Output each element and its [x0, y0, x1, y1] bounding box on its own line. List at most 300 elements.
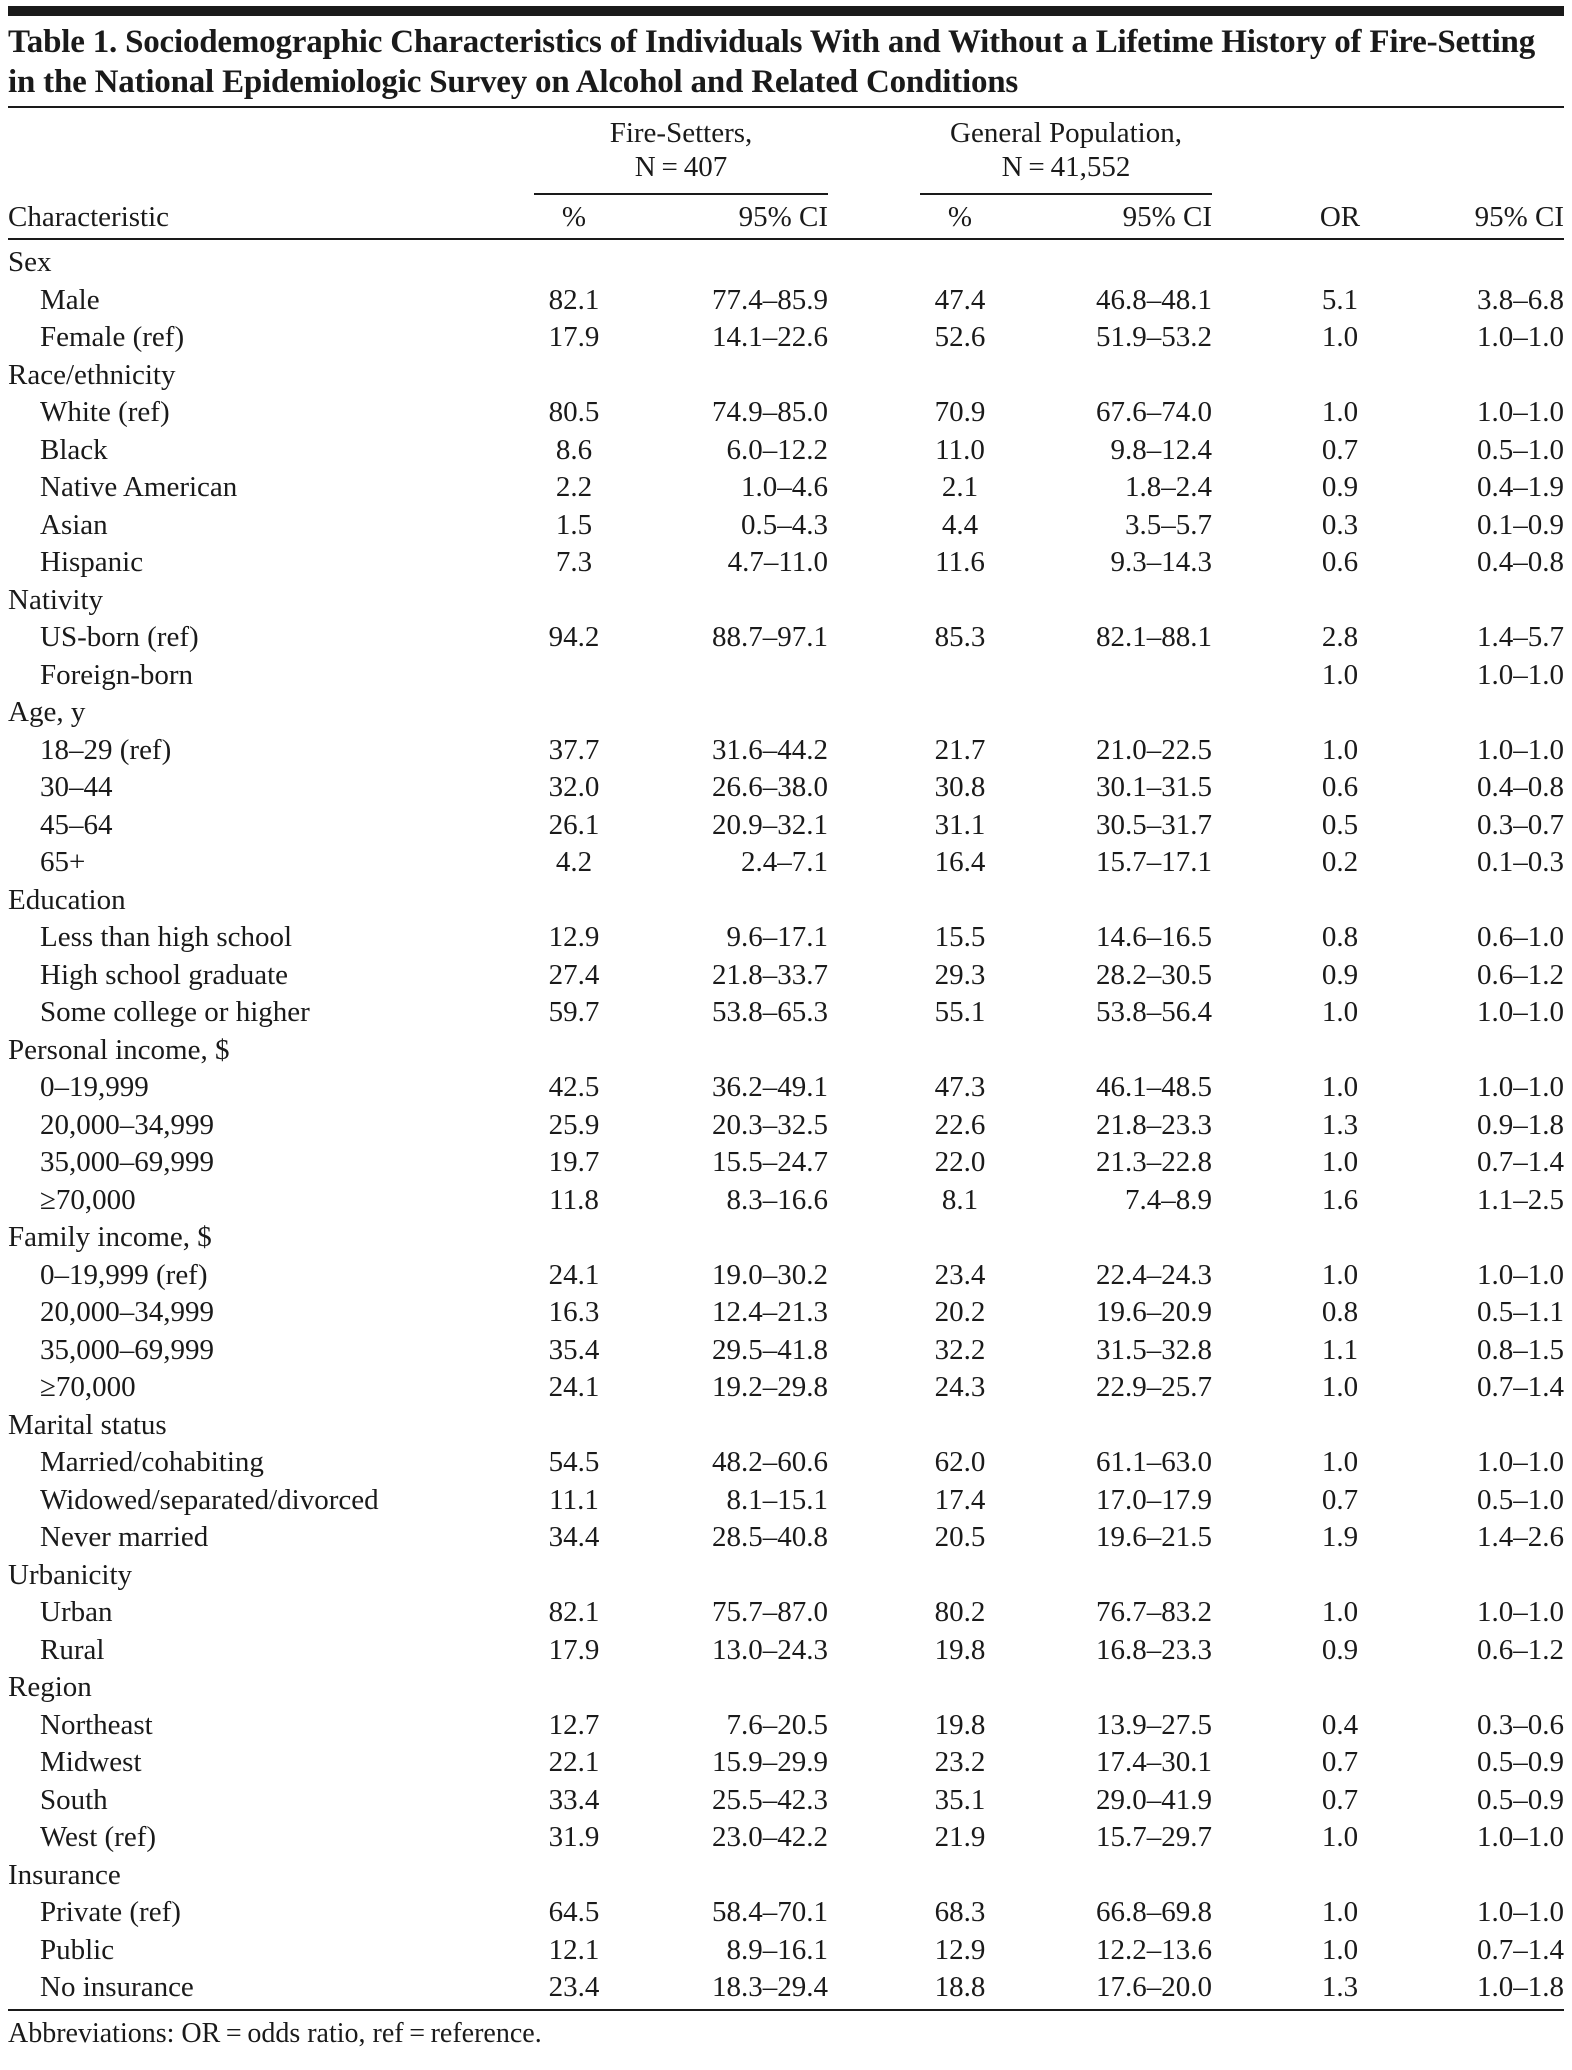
row-label: Northeast	[40, 1708, 153, 1741]
cell-gp-ci: 12.2–13.6	[1096, 1933, 1212, 1966]
cell-fs-ci: 77.4–85.9	[712, 283, 828, 316]
fire-setters-group-line1: Fire-Setters,	[609, 117, 753, 149]
cell-gp-ci: 22.9–25.7	[1096, 1371, 1212, 1403]
cell-or: 0.2	[1321, 846, 1359, 878]
section-header-row	[0, 1557, 1572, 1595]
cell-fs-pct: 64.5	[548, 1896, 600, 1928]
cell-fs-pct: 26.1	[548, 808, 600, 841]
row-label: Private (ref)	[40, 1896, 181, 1928]
cell-or: 1.3	[1321, 1108, 1359, 1141]
cell-fs-pct: 27.4	[548, 958, 600, 991]
table-row	[0, 1519, 1572, 1557]
cell-fs-ci: 8.3–16.6	[726, 1183, 828, 1216]
cell-fs-ci: 21.8–33.7	[712, 958, 828, 991]
cell-gp-ci: 51.9–53.2	[1096, 321, 1212, 353]
cell-fs-ci: 1.0–4.6	[741, 471, 828, 503]
cell-gp-ci: 14.6–16.5	[1096, 921, 1212, 953]
cell-fs-pct: 24.1	[548, 1371, 600, 1403]
cell-or-ci: 1.0–1.0	[1477, 1821, 1564, 1853]
row-label: 30–44	[40, 771, 113, 803]
table-row	[0, 919, 1572, 957]
row-label: 20,000–34,999	[40, 1108, 214, 1141]
cell-fs-pct: 2.2	[555, 471, 593, 503]
table-row	[0, 1444, 1572, 1482]
cell-gp-ci: 13.9–27.5	[1096, 1708, 1212, 1741]
cell-fs-ci: 53.8–65.3	[712, 996, 828, 1028]
table-row	[0, 807, 1572, 845]
cell-or-ci: 0.1–0.3	[1477, 846, 1564, 878]
cell-fs-pct: 34.4	[548, 1521, 600, 1553]
cell-gp-pct: 15.5	[934, 921, 986, 953]
cell-or-ci: 1.0–1.0	[1477, 733, 1564, 766]
column-header-or: OR	[1319, 201, 1361, 233]
cell-fs-ci: 29.5–41.8	[712, 1333, 828, 1366]
cell-gp-pct: 19.8	[934, 1708, 986, 1741]
row-label: 35,000–69,999	[40, 1146, 214, 1178]
cell-gp-pct: 20.5	[934, 1521, 986, 1553]
cell-or: 0.8	[1321, 921, 1359, 953]
cell-fs-pct: 11.1	[549, 1483, 599, 1516]
cell-fs-pct: 94.2	[548, 621, 600, 653]
cell-or: 0.9	[1321, 958, 1359, 991]
cell-fs-pct: 22.1	[548, 1746, 600, 1778]
cell-gp-pct: 19.8	[934, 1633, 986, 1666]
general-population-group-rule	[920, 193, 1212, 195]
cell-fs-ci: 88.7–97.1	[712, 621, 828, 653]
row-label: Never married	[40, 1521, 209, 1553]
row-label: Asian	[40, 508, 108, 541]
cell-fs-pct: 12.1	[548, 1933, 600, 1966]
cell-fs-ci: 48.2–60.6	[712, 1446, 828, 1478]
cell-gp-ci: 82.1–88.1	[1096, 621, 1212, 653]
cell-or: 0.3	[1321, 508, 1359, 541]
table-row	[0, 1107, 1572, 1145]
bottom-rule	[8, 2009, 1564, 2011]
cell-gp-ci: 9.8–12.4	[1110, 433, 1212, 466]
column-header-gp-ci: 95% CI	[1122, 201, 1212, 233]
table-row	[0, 1969, 1572, 2007]
cell-gp-pct: 21.7	[934, 733, 986, 766]
general-population-group-line1: General Population,	[950, 117, 1182, 149]
cell-or-ci: 0.8–1.5	[1477, 1333, 1564, 1366]
fire-setters-group-rule	[534, 193, 828, 195]
cell-gp-pct: 12.9	[934, 1933, 986, 1966]
row-label: 45–64	[40, 808, 113, 841]
table-row	[0, 1069, 1572, 1107]
column-header-characteristic: Characteristic	[8, 201, 170, 233]
row-label: Rural	[40, 1633, 105, 1666]
cell-or-ci: 0.7–1.4	[1477, 1933, 1564, 1966]
table-row	[0, 957, 1572, 995]
cell-fs-pct: 32.0	[548, 771, 600, 803]
column-header-gp-pct: %	[947, 201, 973, 233]
cell-fs-pct: 80.5	[548, 396, 600, 428]
column-header-fs-pct: %	[561, 201, 587, 233]
row-label: Female (ref)	[40, 321, 185, 353]
cell-fs-pct: 35.4	[548, 1333, 600, 1366]
row-label: 35,000–69,999	[40, 1333, 214, 1366]
cell-gp-pct: 8.1	[941, 1183, 979, 1216]
row-label: No insurance	[40, 1971, 194, 2003]
cell-or: 0.7	[1321, 1783, 1359, 1816]
fire-setters-group-header	[534, 116, 828, 184]
cell-or-ci: 1.4–2.6	[1477, 1521, 1564, 1553]
cell-fs-ci: 74.9–85.0	[712, 396, 828, 428]
cell-gp-ci: 15.7–17.1	[1096, 846, 1212, 878]
cell-gp-pct: 47.4	[934, 283, 986, 316]
cell-or: 0.5	[1321, 808, 1359, 841]
row-label: Native American	[40, 471, 238, 503]
cell-fs-pct: 16.3	[548, 1296, 600, 1328]
section-label: Age, y	[8, 696, 86, 728]
cell-fs-ci: 0.5–4.3	[741, 508, 828, 541]
cell-gp-ci: 15.7–29.7	[1096, 1821, 1212, 1853]
cell-or-ci: 0.3–0.7	[1477, 808, 1564, 841]
cell-fs-ci: 75.7–87.0	[712, 1596, 828, 1628]
cell-gp-ci: 28.2–30.5	[1096, 958, 1212, 991]
cell-gp-pct: 70.9	[934, 396, 986, 428]
cell-fs-pct: 24.1	[548, 1258, 600, 1291]
cell-fs-pct: 4.2	[555, 846, 593, 878]
cell-gp-ci: 19.6–21.5	[1096, 1521, 1212, 1553]
row-label: Midwest	[40, 1746, 142, 1778]
cell-gp-ci: 76.7–83.2	[1096, 1596, 1212, 1628]
cell-fs-ci: 31.6–44.2	[712, 733, 828, 766]
cell-or: 1.1	[1321, 1333, 1359, 1366]
cell-or-ci: 0.5–1.0	[1477, 1483, 1564, 1516]
cell-or-ci: 0.5–0.9	[1477, 1783, 1564, 1816]
cell-or: 1.0	[1321, 1596, 1359, 1628]
cell-or-ci: 1.0–1.0	[1477, 658, 1564, 691]
section-label: Nativity	[8, 583, 104, 616]
cell-or-ci: 0.5–0.9	[1477, 1746, 1564, 1778]
cell-or: 1.0	[1321, 658, 1359, 691]
table-row	[0, 544, 1572, 582]
cell-gp-ci: 7.4–8.9	[1125, 1183, 1212, 1216]
cell-or: 1.0	[1321, 996, 1359, 1028]
cell-gp-pct: 23.4	[934, 1258, 986, 1291]
row-label: 18–29 (ref)	[40, 733, 172, 766]
cell-gp-pct: 11.6	[935, 546, 985, 578]
cell-gp-pct: 47.3	[934, 1071, 986, 1103]
table-row	[0, 1782, 1572, 1820]
row-label: West (ref)	[40, 1821, 157, 1853]
cell-or-ci: 1.0–1.0	[1477, 1071, 1564, 1103]
cell-fs-ci: 20.3–32.5	[712, 1108, 828, 1141]
cell-or-ci: 1.1–2.5	[1477, 1183, 1564, 1216]
cell-gp-ci: 31.5–32.8	[1096, 1333, 1212, 1366]
cell-gp-ci: 19.6–20.9	[1096, 1296, 1212, 1328]
section-label: Urbanicity	[8, 1558, 133, 1591]
table-row	[0, 1744, 1572, 1782]
row-label: Hispanic	[40, 546, 144, 578]
cell-gp-pct: 31.1	[934, 808, 986, 841]
row-label: 0–19,999	[40, 1071, 149, 1103]
cell-gp-ci: 30.1–31.5	[1096, 771, 1212, 803]
cell-fs-pct: 25.9	[548, 1108, 600, 1141]
row-label: White (ref)	[40, 396, 170, 428]
cell-fs-pct: 42.5	[548, 1071, 600, 1103]
cell-gp-pct: 20.2	[934, 1296, 986, 1328]
cell-fs-pct: 17.9	[548, 321, 600, 353]
cell-gp-ci: 21.3–22.8	[1096, 1146, 1212, 1178]
cell-fs-ci: 25.5–42.3	[712, 1783, 828, 1816]
column-header-fs-ci: 95% CI	[738, 201, 828, 233]
cell-or: 1.0	[1321, 396, 1359, 428]
cell-gp-ci: 67.6–74.0	[1096, 396, 1212, 428]
row-label: Widowed/separated/divorced	[40, 1483, 379, 1516]
cell-fs-ci: 8.1–15.1	[726, 1483, 828, 1516]
cell-gp-pct: 18.8	[934, 1971, 986, 2003]
cell-or: 0.8	[1321, 1296, 1359, 1328]
cell-or: 0.7	[1321, 1746, 1359, 1778]
cell-or: 1.0	[1321, 321, 1359, 353]
cell-fs-pct: 33.4	[548, 1783, 600, 1816]
cell-fs-ci: 12.4–21.3	[712, 1296, 828, 1328]
row-label: Less than high school	[40, 921, 293, 953]
table-row	[0, 1257, 1572, 1295]
cell-fs-pct: 17.9	[548, 1633, 600, 1666]
cell-fs-pct: 12.9	[548, 921, 600, 953]
row-label: High school graduate	[40, 958, 289, 991]
cell-fs-pct: 1.5	[555, 508, 593, 541]
cell-gp-ci: 61.1–63.0	[1096, 1446, 1212, 1478]
section-label: Marital status	[8, 1408, 167, 1441]
row-label: 20,000–34,999	[40, 1296, 214, 1328]
cell-fs-ci: 19.0–30.2	[712, 1258, 828, 1291]
table-body	[0, 244, 1572, 2007]
cell-or: 0.9	[1321, 1633, 1359, 1666]
section-label: Region	[8, 1671, 92, 1703]
cell-or-ci: 0.4–0.8	[1477, 771, 1564, 803]
cell-gp-pct: 85.3	[934, 621, 986, 653]
table-row	[0, 319, 1572, 357]
row-label: 65+	[40, 846, 86, 878]
cell-or: 1.3	[1321, 1971, 1359, 2003]
cell-or: 1.6	[1321, 1183, 1359, 1216]
cell-fs-pct: 82.1	[548, 283, 600, 316]
cell-or: 1.0	[1321, 1446, 1359, 1478]
cell-or: 1.0	[1321, 1071, 1359, 1103]
section-label: Family income, $	[8, 1221, 212, 1253]
table-row	[0, 1707, 1572, 1745]
cell-fs-pct: 59.7	[548, 996, 600, 1028]
section-label: Education	[8, 883, 126, 916]
cell-or: 1.0	[1321, 1371, 1359, 1403]
cell-gp-ci: 17.6–20.0	[1096, 1971, 1212, 2003]
cell-fs-ci: 58.4–70.1	[712, 1896, 828, 1928]
cell-or-ci: 0.9–1.8	[1477, 1108, 1564, 1141]
section-header-row	[0, 1857, 1572, 1895]
section-header-row	[0, 694, 1572, 732]
cell-gp-ci: 16.8–23.3	[1096, 1633, 1212, 1666]
cell-gp-pct: 80.2	[934, 1596, 986, 1628]
cell-fs-ci: 15.9–29.9	[712, 1746, 828, 1778]
cell-fs-ci: 14.1–22.6	[712, 321, 828, 353]
table-title: Table 1. Sociodemographic Characteristics of Individuals With and Without a Lifetime History of Fire-Setting in the National Epidemiologic Survey on Alcohol and Related Conditions	[8, 24, 1535, 100]
table-row	[0, 1182, 1572, 1220]
column-header-or-ci: 95% CI	[1474, 201, 1564, 233]
cell-fs-ci: 15.5–24.7	[712, 1146, 828, 1178]
row-label: South	[40, 1783, 108, 1816]
section-label: Personal income, $	[8, 1033, 230, 1066]
row-label: Married/cohabiting	[40, 1446, 264, 1478]
cell-fs-ci: 36.2–49.1	[712, 1071, 828, 1103]
cell-or-ci: 0.5–1.0	[1477, 433, 1564, 466]
fire-setters-group-line2: N = 407	[634, 151, 728, 183]
table-row	[0, 994, 1572, 1032]
cell-gp-pct: 55.1	[934, 996, 986, 1028]
cell-or-ci: 1.0–1.0	[1477, 1596, 1564, 1628]
cell-gp-pct: 32.2	[934, 1333, 986, 1366]
cell-gp-ci: 30.5–31.7	[1096, 808, 1212, 841]
row-label: Foreign-born	[40, 658, 194, 691]
section-header-row	[0, 1669, 1572, 1707]
row-label: 0–19,999 (ref)	[40, 1258, 208, 1291]
cell-or: 1.0	[1321, 733, 1359, 766]
general-population-group-header	[920, 116, 1212, 184]
cell-or: 0.6	[1321, 771, 1359, 803]
cell-or-ci: 1.0–1.0	[1477, 1258, 1564, 1291]
cell-gp-ci: 21.0–22.5	[1096, 733, 1212, 766]
table-row	[0, 769, 1572, 807]
cell-gp-ci: 29.0–41.9	[1096, 1783, 1212, 1816]
table-row	[0, 394, 1572, 432]
cell-or: 5.1	[1321, 283, 1359, 316]
table-row	[0, 619, 1572, 657]
table-footnote: Abbreviations: OR = odds ratio, ref = reference.	[8, 2018, 542, 2049]
cell-gp-ci: 46.1–48.5	[1096, 1071, 1212, 1103]
row-label: Black	[40, 433, 108, 466]
cell-or-ci: 1.0–1.0	[1477, 321, 1564, 353]
table-row	[0, 432, 1572, 470]
cell-or: 0.9	[1321, 471, 1359, 503]
cell-fs-ci: 23.0–42.2	[712, 1821, 828, 1853]
cell-or: 1.0	[1321, 1933, 1359, 1966]
cell-fs-pct: 37.7	[548, 733, 600, 766]
cell-gp-ci: 9.3–14.3	[1110, 546, 1212, 578]
header-rule	[8, 238, 1564, 240]
cell-fs-pct: 54.5	[548, 1446, 600, 1478]
section-header-row	[0, 582, 1572, 620]
cell-gp-pct: 23.2	[934, 1746, 986, 1778]
cell-gp-pct: 17.4	[934, 1483, 986, 1516]
cell-gp-pct: 22.6	[934, 1108, 986, 1141]
cell-gp-pct: 4.4	[941, 508, 979, 541]
section-header-row	[0, 357, 1572, 395]
cell-fs-ci: 26.6–38.0	[712, 771, 828, 803]
cell-gp-pct: 16.4	[934, 846, 986, 878]
cell-fs-pct: 23.4	[548, 1971, 600, 2003]
cell-or-ci: 0.6–1.2	[1477, 1633, 1564, 1666]
cell-fs-pct: 7.3	[555, 546, 593, 578]
cell-or-ci: 0.4–1.9	[1477, 471, 1564, 503]
table-row	[0, 1332, 1572, 1370]
cell-or-ci: 0.4–0.8	[1477, 546, 1564, 578]
table-row	[0, 469, 1572, 507]
table-row	[0, 1894, 1572, 1932]
cell-fs-ci: 28.5–40.8	[712, 1521, 828, 1553]
general-population-group-line2: N = 41,552	[1001, 151, 1131, 183]
cell-or-ci: 1.0–1.8	[1477, 1971, 1564, 2003]
table-row	[0, 1482, 1572, 1520]
table-row	[0, 657, 1572, 695]
cell-gp-pct: 2.1	[941, 471, 979, 503]
cell-or-ci: 0.1–0.9	[1477, 508, 1564, 541]
cell-fs-pct: 11.8	[549, 1183, 599, 1216]
row-label: Male	[40, 283, 100, 316]
cell-fs-ci: 4.7–11.0	[727, 546, 828, 578]
cell-gp-pct: 29.3	[934, 958, 986, 991]
cell-or: 0.7	[1321, 433, 1359, 466]
cell-gp-ci: 21.8–23.3	[1096, 1108, 1212, 1141]
row-label: Public	[40, 1933, 115, 1966]
cell-fs-pct: 19.7	[548, 1146, 600, 1178]
cell-gp-pct: 11.0	[935, 433, 985, 466]
cell-or-ci: 1.0–1.0	[1477, 1896, 1564, 1928]
cell-gp-ci: 17.0–17.9	[1096, 1483, 1212, 1516]
cell-or: 0.4	[1321, 1708, 1359, 1741]
cell-gp-ci: 22.4–24.3	[1096, 1258, 1212, 1291]
section-header-row	[0, 1407, 1572, 1445]
cell-or: 1.0	[1321, 1258, 1359, 1291]
cell-fs-ci: 19.2–29.8	[712, 1371, 828, 1403]
cell-gp-pct: 30.8	[934, 771, 986, 803]
cell-gp-ci: 17.4–30.1	[1096, 1746, 1212, 1778]
row-label: Urban	[40, 1596, 113, 1628]
cell-fs-ci: 7.6–20.5	[726, 1708, 828, 1741]
table-row	[0, 1594, 1572, 1632]
section-header-row	[0, 244, 1572, 282]
table-row	[0, 1632, 1572, 1670]
cell-or-ci: 0.3–0.6	[1477, 1708, 1564, 1741]
cell-gp-ci: 46.8–48.1	[1096, 283, 1212, 316]
cell-gp-ci: 1.8–2.4	[1125, 471, 1212, 503]
cell-fs-pct: 12.7	[548, 1708, 600, 1741]
cell-gp-ci: 66.8–69.8	[1096, 1896, 1212, 1928]
table-row	[0, 732, 1572, 770]
table-row	[0, 1294, 1572, 1332]
top-rule	[8, 6, 1564, 16]
cell-fs-ci: 18.3–29.4	[712, 1971, 828, 2003]
table-row	[0, 1369, 1572, 1407]
row-label: Some college or higher	[40, 996, 310, 1028]
table-row	[0, 282, 1572, 320]
section-label: Sex	[8, 246, 52, 278]
cell-or-ci: 1.4–5.7	[1477, 621, 1564, 653]
row-label: US-born (ref)	[40, 621, 199, 653]
row-label: ≥70,000	[40, 1183, 136, 1216]
cell-or-ci: 3.8–6.8	[1477, 283, 1564, 316]
cell-or-ci: 1.0–1.0	[1477, 396, 1564, 428]
cell-fs-ci: 9.6–17.1	[726, 921, 828, 953]
cell-gp-pct: 21.9	[934, 1821, 986, 1853]
cell-or: 1.0	[1321, 1896, 1359, 1928]
cell-or-ci: 1.0–1.0	[1477, 996, 1564, 1028]
cell-or-ci: 0.7–1.4	[1477, 1371, 1564, 1403]
table-row	[0, 1932, 1572, 1970]
cell-fs-ci: 8.9–16.1	[726, 1933, 828, 1966]
section-header-row	[0, 1032, 1572, 1070]
cell-or: 0.7	[1321, 1483, 1359, 1516]
table-row	[0, 507, 1572, 545]
cell-or: 2.8	[1321, 621, 1359, 653]
cell-or-ci: 0.6–1.0	[1477, 921, 1564, 953]
title-rule	[8, 106, 1564, 108]
section-header-row	[0, 882, 1572, 920]
cell-gp-pct: 35.1	[934, 1783, 986, 1816]
cell-or-ci: 0.6–1.2	[1477, 958, 1564, 991]
